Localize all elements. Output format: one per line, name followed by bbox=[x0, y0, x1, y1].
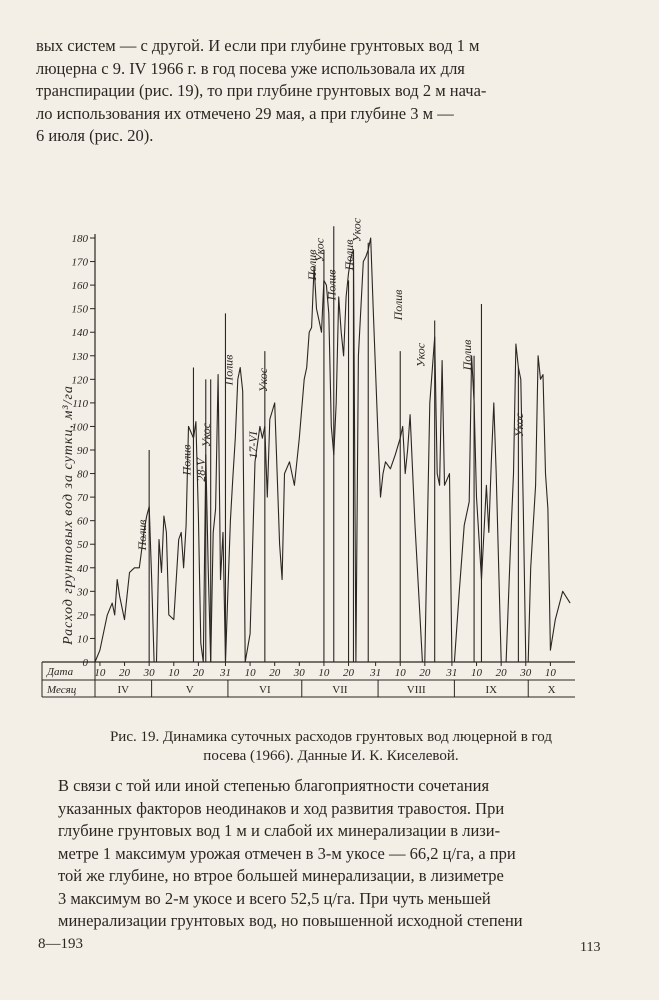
month-label: VI bbox=[259, 684, 271, 696]
y-tick-label: 160 bbox=[71, 280, 88, 293]
annotation-label: 17-VI bbox=[245, 431, 260, 459]
row-label-date: Дата bbox=[47, 666, 74, 678]
text-line: ло использования их отмечено 29 мая, а при глубине 3 м — bbox=[36, 103, 454, 123]
text-line: люцерна с 9. IV 1966 г. в год посева уже использовала их для bbox=[36, 58, 465, 78]
date-tick-label: 20 bbox=[495, 667, 507, 679]
text-line: 6 июля (рис. 20). bbox=[36, 126, 154, 145]
date-tick-label: 30 bbox=[293, 667, 305, 679]
y-tick-label: 0 bbox=[82, 657, 88, 669]
y-tick-label: 20 bbox=[77, 609, 88, 622]
date-tick-label: 20 bbox=[419, 667, 431, 679]
month-label: IV bbox=[117, 684, 130, 696]
date-tick-label: 30 bbox=[520, 667, 532, 679]
text-line: 3 максимум во 2-м укосе и всего 52,5 ц/га. При чуть меньшей bbox=[58, 888, 491, 908]
y-tick-label: 170 bbox=[71, 256, 88, 269]
signature-mark: 8—193 bbox=[38, 936, 83, 952]
text-line: транспирации (рис. 19), то при глубине грунтовых вод 2 м нача- bbox=[36, 81, 487, 100]
date-tick-label: 31 bbox=[219, 667, 231, 679]
page-number: 113 bbox=[580, 940, 601, 955]
month-label: VII bbox=[332, 684, 348, 696]
y-tick-label: 100 bbox=[71, 421, 88, 434]
date-tick-label: 31 bbox=[370, 667, 382, 679]
text-line: В связи с той или иной степенью благоприятности сочетания bbox=[58, 776, 490, 795]
annotation-label: 28-V bbox=[194, 458, 209, 482]
month-label: VIII bbox=[406, 684, 426, 696]
annotation-label: Укос bbox=[312, 237, 327, 263]
annotation-label: Полив bbox=[135, 519, 150, 551]
annotation-label: Полив bbox=[179, 444, 194, 476]
chart-svg bbox=[0, 190, 659, 710]
month-label: V bbox=[185, 684, 194, 696]
annotation-label: Полив bbox=[324, 269, 339, 301]
date-tick-label: 10 bbox=[471, 667, 483, 679]
body-paragraph-bottom bbox=[58, 775, 604, 933]
y-tick-label: 10 bbox=[77, 633, 88, 646]
date-tick-label: 10 bbox=[394, 667, 406, 679]
series-line bbox=[95, 238, 570, 662]
text-line: вых систем — с другой. И если при глубине грунтовых вод 1 м bbox=[36, 36, 480, 55]
y-tick-label: 110 bbox=[72, 397, 88, 410]
caption-line: Рис. 19. Динамика суточных расходов грунтовых вод люцерной в год bbox=[109, 729, 553, 745]
annotation-label: Укос bbox=[349, 217, 364, 243]
figure-caption bbox=[36, 728, 626, 766]
y-tick-label: 30 bbox=[77, 586, 88, 599]
caption-line: посева (1966). Данные И. К. Киселевой. bbox=[203, 748, 459, 764]
date-tick-label: 10 bbox=[318, 667, 330, 679]
y-tick-label: 130 bbox=[71, 350, 88, 363]
chart-annotations bbox=[135, 217, 526, 662]
y-tick-label: 70 bbox=[77, 492, 88, 505]
y-tick-label: 40 bbox=[77, 562, 88, 575]
date-tick-label: 20 bbox=[192, 667, 204, 679]
text-line: глубине грунтовых вод 1 м и слабой их минерализации в лизи- bbox=[58, 821, 501, 840]
y-tick-label: 150 bbox=[71, 303, 88, 316]
text-line: той же глубине, но втрое большей минерализации, в лизиметре bbox=[58, 866, 504, 885]
y-tick-label: 80 bbox=[77, 468, 88, 481]
date-tick-label: 31 bbox=[446, 667, 458, 679]
annotation-label: Укос bbox=[199, 422, 214, 448]
month-label: IX bbox=[485, 684, 498, 696]
date-tick-label: 20 bbox=[343, 667, 355, 679]
date-tick-label: 20 bbox=[119, 667, 131, 679]
y-tick-label: 60 bbox=[77, 515, 88, 528]
y-tick-label: 50 bbox=[77, 539, 88, 552]
y-tick-label: 120 bbox=[71, 374, 88, 387]
y-axis-label: Расход грунтовых вод за сутки, м³/га bbox=[61, 385, 76, 645]
annotation-label: Укос bbox=[511, 412, 526, 438]
text-line: метре 1 максимум урожая отмечен в 3-м укосе — 66,2 ц/га, а при bbox=[58, 843, 516, 863]
text-line: указанных факторов неодинаков и ход развития травостоя. При bbox=[58, 798, 505, 818]
annotation-label: Полив bbox=[391, 289, 406, 321]
body-paragraph-top bbox=[36, 35, 602, 148]
annotation-label: Полив bbox=[305, 249, 319, 281]
annotation-label: Укос bbox=[413, 342, 428, 368]
y-tick-label: 140 bbox=[71, 327, 88, 340]
date-tick-label: 20 bbox=[269, 667, 281, 679]
annotation-label: Полив bbox=[460, 339, 475, 371]
figure-19 bbox=[0, 190, 659, 710]
row-label-month: Месяц bbox=[47, 684, 77, 696]
date-tick-label: 10 bbox=[94, 667, 106, 679]
series-polyline bbox=[95, 238, 570, 662]
month-label: X bbox=[547, 684, 556, 696]
text-line: минерализации грунтовых вод, но повышенной исходной степени bbox=[58, 911, 523, 930]
date-tick-label: 10 bbox=[244, 667, 256, 679]
y-tick-label: 90 bbox=[77, 445, 88, 457]
annotation-label: Полив bbox=[221, 354, 236, 386]
annotation-label: Укос bbox=[255, 367, 270, 393]
chart-axes bbox=[42, 234, 575, 697]
date-tick-label: 30 bbox=[143, 667, 155, 679]
date-tick-label: 10 bbox=[168, 667, 180, 679]
annotation-label: Полив bbox=[341, 239, 356, 271]
date-tick-label: 10 bbox=[544, 667, 556, 679]
y-tick-label: 180 bbox=[71, 233, 88, 245]
